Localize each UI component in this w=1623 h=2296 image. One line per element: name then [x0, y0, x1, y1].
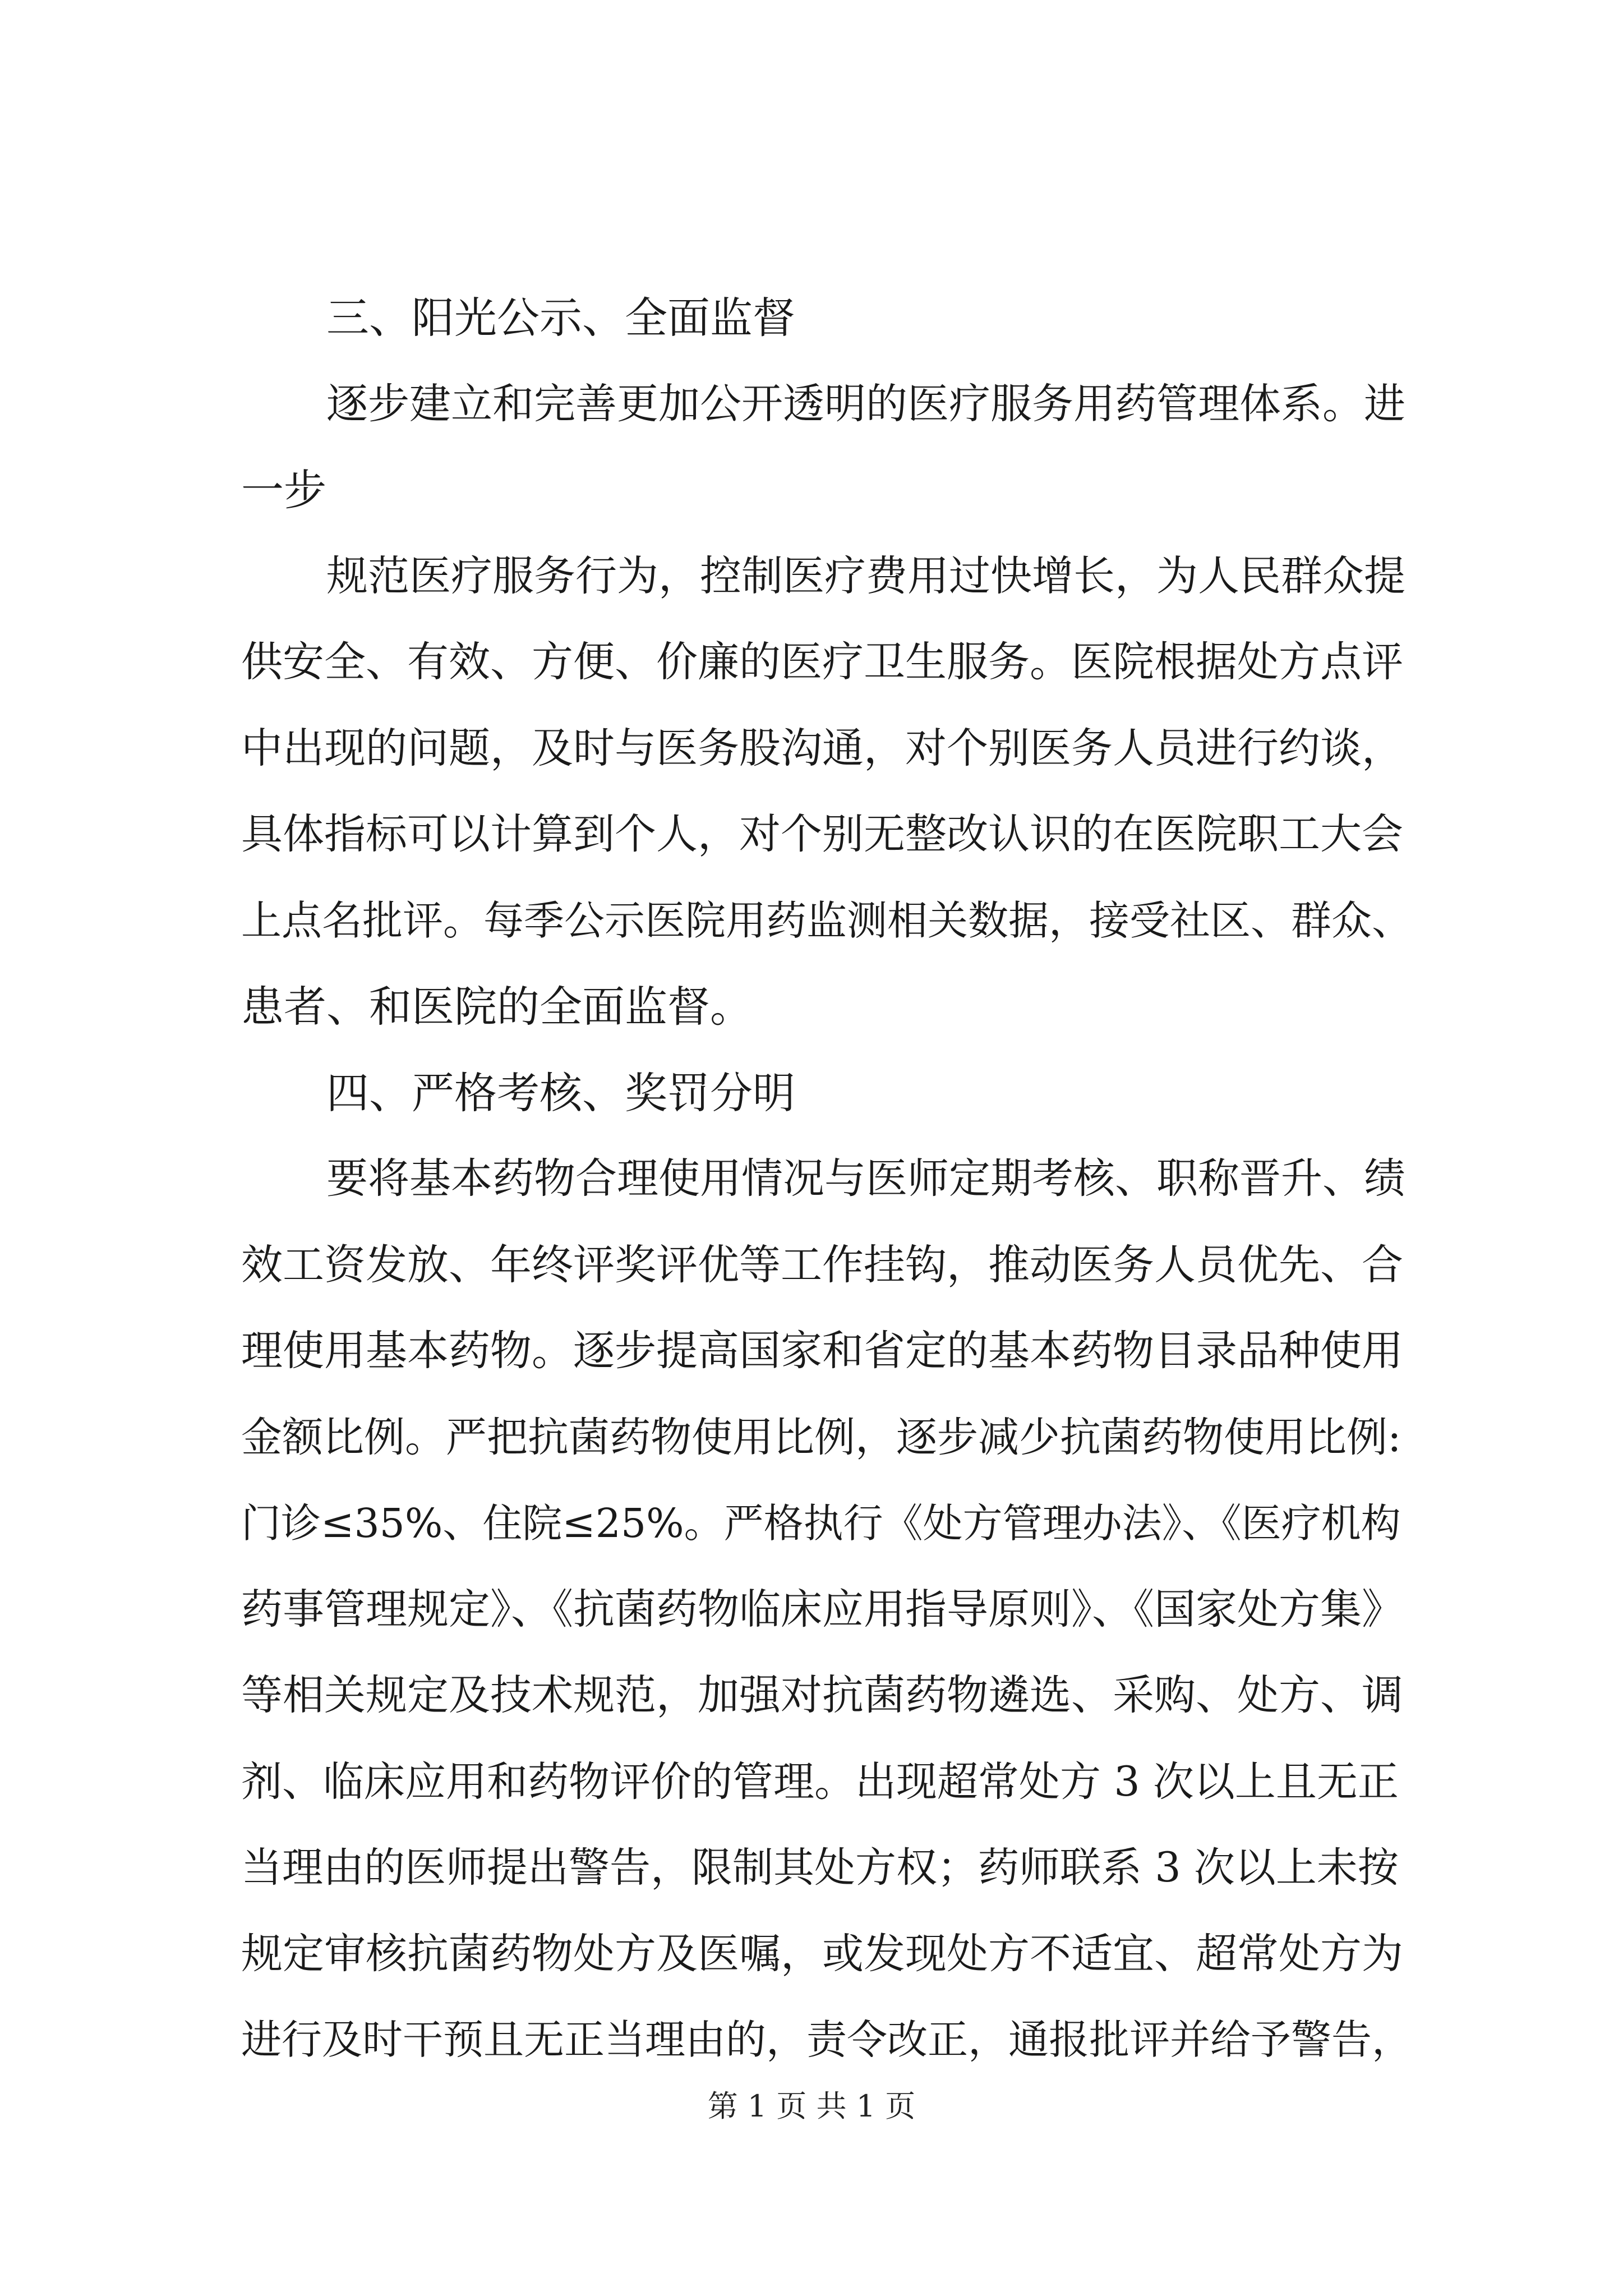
paragraph-line: 当理由的医师提出警告，限制其处方权；药师联系 3 次以上未按 — [241, 1844, 1399, 1892]
paragraph-line: 上点名批评。每季公示医院用药监测相关数据，接受社区、群众、 — [241, 896, 1413, 944]
paragraph-line: 理使用基本药物。逐步提高国家和省定的基本药物目录品种使用 — [241, 1327, 1403, 1375]
section-heading-4: 四、严格考核、奖罚分明 — [326, 1068, 795, 1118]
paragraph-line: 门诊≤35%、住院≤25%。严格执行《处方管理办法》、《医疗机构 — [241, 1500, 1401, 1547]
paragraph-line: 规定审核抗菌药物处方及医嘱，或发现处方不适宜、超常处方为 — [241, 1929, 1403, 1978]
paragraph-line: 逐步建立和完善更加公开透明的医疗服务用药管理体系。进 — [326, 379, 1405, 428]
paragraph-line: 一步 — [241, 465, 326, 515]
paragraph-line: 要将基本药物合理使用情况与医师定期考核、职称晋升、绩 — [326, 1154, 1405, 1203]
paragraph-line: 进行及时干预且无正当理由的，责令改正，通报批评并给予警告， — [241, 2016, 1413, 2063]
paragraph-line: 效工资发放、年终评奖评优等工作挂钩，推动医务人员优先、合 — [241, 1240, 1403, 1289]
paragraph-line: 剂、临床应用和药物评价的管理。出现超常处方 3 次以上且无正 — [241, 1757, 1399, 1806]
paragraph-line: 药事管理规定》、《抗菌药物临床应用指导原则》、《国家处方集》 — [241, 1585, 1403, 1634]
page-number-footer: 第 1 页 共 1 页 — [707, 2088, 916, 2124]
paragraph-line: 规范医疗服务行为，控制医疗费用过快增长，为人民群众提 — [326, 551, 1405, 600]
paragraph-line: 供安全、有效、方便、价廉的医疗卫生服务。医院根据处方点评 — [241, 638, 1403, 686]
paragraph-line: 中出现的问题，及时与医务股沟通，对个别医务人员进行约谈， — [241, 724, 1403, 772]
paragraph-line: 患者、和医院的全面监督。 — [241, 982, 753, 1032]
paragraph-line: 等相关规定及技术规范，加强对抗菌药物遴选、采购、处方、调 — [241, 1671, 1403, 1719]
paragraph-line: 金额比例。严把抗菌药物使用比例，逐步减少抗菌药物使用比例: — [241, 1413, 1401, 1461]
paragraph-line: 具体指标可以计算到个人，对个别无整改认识的在医院职工大会 — [241, 810, 1403, 858]
section-heading-3: 三、阳光公示、全面监督 — [326, 293, 795, 343]
document-body — [241, 275, 1413, 2083]
